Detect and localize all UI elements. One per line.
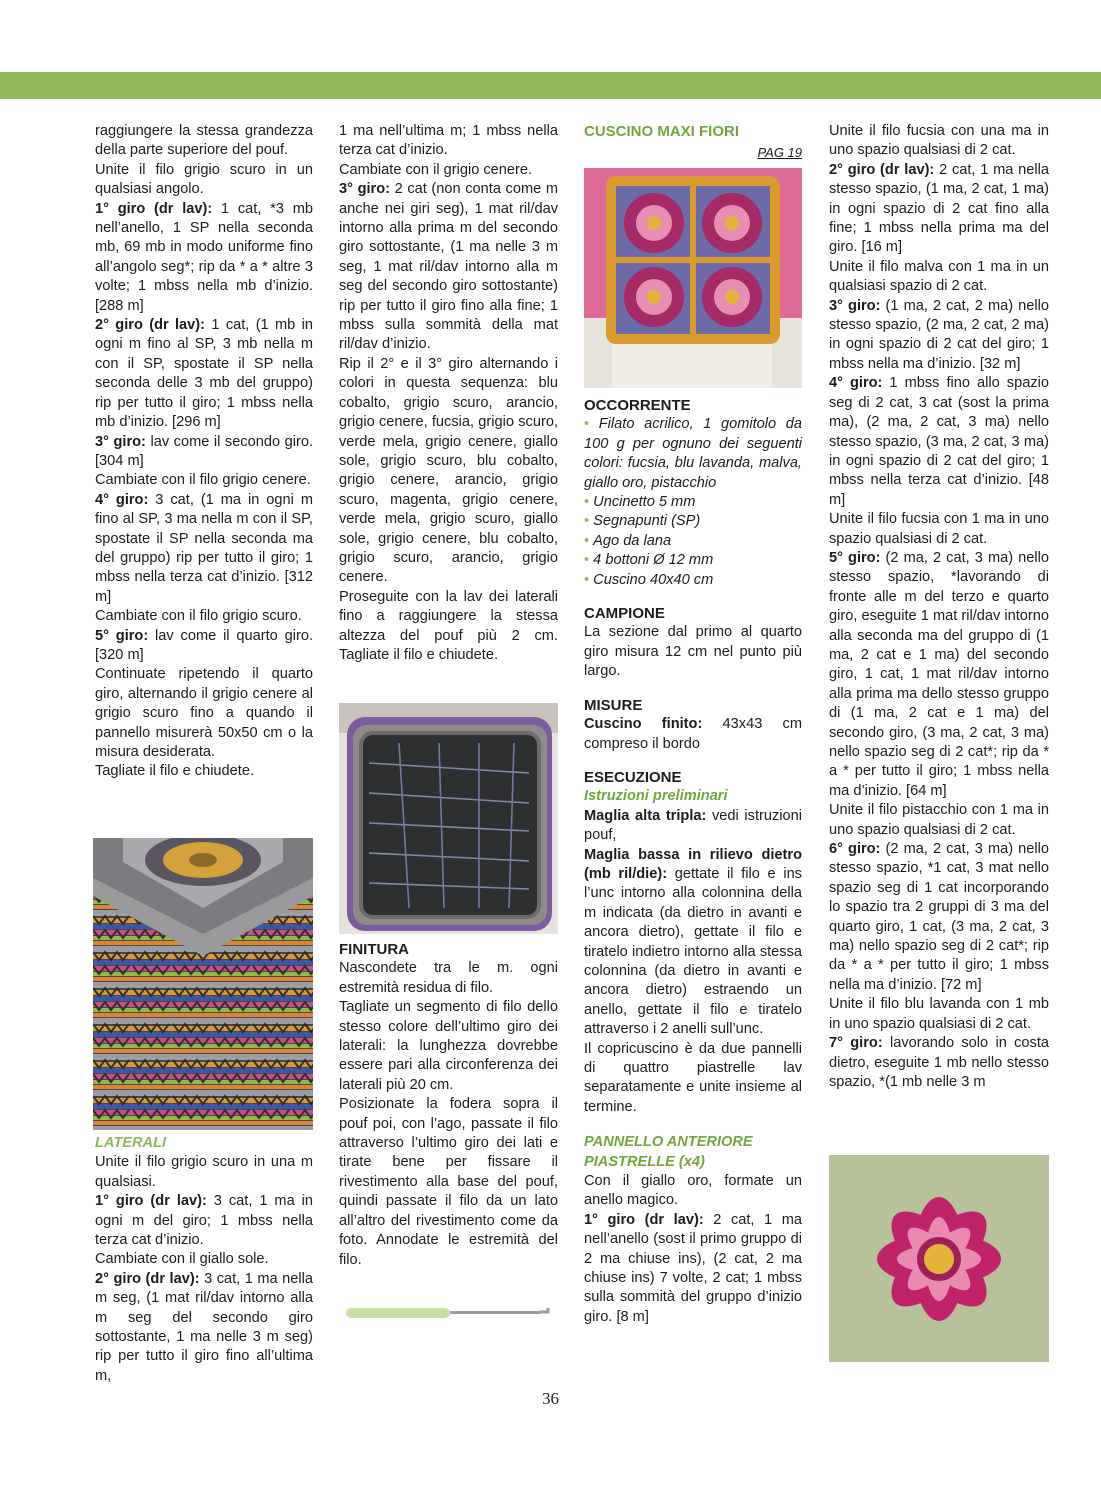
material-item: • 4 bottoni Ø 12 mm	[584, 551, 802, 570]
paragraph: Proseguite con la lav dei laterali fino a raggiungere la stessa altezza del pouf più 2 cm. Tagliate il filo e chiudete.	[339, 588, 558, 663]
round-3: 3° giro: lav come il secondo giro. [304 m]	[95, 433, 313, 469]
flower-closeup-photo	[829, 1155, 1049, 1362]
paragraph: Tagliate un segmento di filo dello stesso colore dell’ultimo giro dei laterali: la lunghezza dovrebbe essere pari alla circonferenza dei laterali più 20 cm.	[339, 999, 558, 1093]
paragraph: Unite il filo pistacchio con 1 ma in uno spazio qualsiasi di 2 cat.	[829, 802, 1049, 838]
round-4: 4° giro: 1 mbss fino allo spazio seg di 2 cat, 3 cat (sost la prima ma), (2 ma, 2 cat, 3 ma) nello stesso spazio, (3 ma, 2 cat, 3 ma) in ogni spazio di 2 cat del giro; 1 mbss nella terza cat d’inizio. [48 m]	[829, 375, 1049, 508]
round-1: 1° giro (dr lav): 2 cat, 1 ma nell’anello (sost il primo gruppo di 2 ma chiuse ins), (2 cat, 2 ma chiuse ins) 7 volte, 2 cat; 1 mbss sulla sommità del gruppo d’inizio giro. [8 m]	[584, 1211, 802, 1325]
crochet-hook-icon	[342, 1302, 554, 1324]
occorrente-heading: OCCORRENTE	[584, 397, 691, 414]
finitura-heading: FINITURA	[339, 941, 409, 958]
paragraph: raggiungere la stessa grandezza della parte superiore del pouf.	[95, 123, 313, 159]
paragraph: Cambiate con il giallo sole.	[95, 1251, 269, 1268]
laterali-round-2: 2° giro (dr lav): 3 cat, 1 ma nella m seg, (1 mat ril/dav intorno alla m seg del secondo giro sottostante, 1 ma nelle 3 m seg) rip per tutto il giro fino all’ultima m,	[95, 1270, 314, 1384]
column-3	[584, 396, 802, 1327]
cushion-photo	[584, 168, 802, 388]
paragraph: Unite il filo fucsia con 1 ma in uno spazio qualsiasi di 2 cat.	[829, 511, 1049, 547]
paragraph: Cambiate con il filo grigio cenere.	[95, 472, 311, 489]
round-4: 4° giro: 3 cat, (1 ma in ogni m fino al SP, 3 ma nella m con il SP, spostate il SP nella seconda ma del gruppo) rip per tutto il giro; 1 mbss nella terza cat d’inizio. [312 m]	[95, 491, 313, 605]
stitch-definition: Maglia alta tripla: vedi istruzioni pouf,	[584, 807, 802, 844]
paragraph: Cambiate con il grigio cenere.	[339, 161, 533, 178]
misure-heading: MISURE	[584, 696, 643, 714]
paragraph: Unite il filo fucsia con una ma in uno spazio qualsiasi di 2 cat.	[829, 123, 1049, 159]
top-color-bar	[0, 72, 1101, 99]
paragraph: Rip il 2° e il 3° giro alternando i colori in questa sequenza: blu cobalto, grigio scuro, arancio, grigio cenere, fucsia, grigio scuro, verde mela, grigio cenere, giallo sole, grigio scuro, blu cobalto, grigio cenere, arancio, grigio scuro, magenta, grigio cenere, verde mela, grigio scuro, giallo sole, grigio cenere, blu cobalto, grigio scuro, arancio, grigio cenere.	[339, 355, 558, 586]
paragraph: Il copricuscino è da due pannelli di quattro piastrelle lav separatamente e unite insieme al termine.	[584, 1040, 802, 1115]
column-2	[339, 122, 558, 665]
round-6: 6° giro: (2 ma, 2 cat, 3 ma) nello stesso spazio, *1 cat, 3 mat nello spazio seg di 1 cat incorporando lo spazio tra 2 gruppi di 3 ma del quarto giro, 1 cat, (3 ma, 2 cat, 3 ma) nello spazio seg di 2 cat*; rip da * a * per tutto il giro; 1 mbss nella ma d’inizio. [72 m]	[829, 841, 1049, 993]
paragraph: Nascondete tra le m. ogni estremità residua di filo.	[339, 960, 558, 996]
column-3-header	[584, 122, 802, 163]
pouf-top-illustration	[93, 838, 313, 1130]
pattern-title: CUSCINO MAXI FIORI	[584, 123, 740, 140]
paragraph: 1 ma nell’ultima m; 1 mbss nella terza cat d’inizio.	[339, 123, 558, 159]
round-7: 7° giro: lavorando solo in costa dietro, eseguite 1 mb nello stesso spazio, *(1 mb nelle 3 m	[829, 1035, 1050, 1090]
pouf-top-photo	[93, 838, 313, 1130]
laterali-round-1: 1° giro (dr lav): 3 cat, 1 ma in ogni m del giro; 1 mbss nella terza cat d’inizio.	[95, 1193, 313, 1249]
campione-heading: CAMPIONE	[584, 605, 665, 623]
paragraph: Unite il filo grigio scuro in una m qualsiasi.	[95, 1154, 313, 1190]
pouf-bottom-photo	[339, 703, 558, 934]
stitch-definition: Maglia bassa in rilievo dietro (mb ril/die): gettate il filo e ins l’unc intorno alla colonnina della m indicata (da dietro in avanti e ancora dietro), gettate il filo e tiratelo indietro intorno alla stessa colonnina (da dietro in avanti e ancora dietro) estraendo un anello, gettate il filo e tiratelo attraverso i 2 anelli sull’unc.	[584, 846, 802, 1038]
round-5: 5° giro: lav come il quarto giro. [320 m]	[95, 627, 313, 663]
material-item: • Filato acrilico, 1 gomitolo da 100 g per ognuno dei seguenti colori: fucsia, blu lavanda, malva, giallo oro, pistacchio	[584, 415, 802, 493]
istruzioni-subheading: Istruzioni preliminari	[584, 788, 728, 805]
laterali-section	[95, 1134, 313, 1386]
round-3: 3° giro: 2 cat (non conta come m anche nei giri seg), 1 mat ril/dav intorno alla prima m del secondo giro sottostante, (1 ma nelle 3 m seg, 1 mat ril/dav intorno alla m seg del secondo giro sottostante) rip per tutto il giro fino alla fine; 1 mbss sulla sommità della mat ril/dav d’inizio.	[339, 181, 558, 353]
laterali-heading: LATERALI	[95, 1135, 167, 1151]
material-item: • Ago da lana	[584, 532, 802, 551]
round-1: 1° giro (dr lav): 1 cat, *3 mb nell’anello, 1 SP nella seconda mb, 69 mb in modo uniforme fino all’angolo seg*; rip da * a * altre 3 volte; 1 mbss nella mb d’inizio. [288 m]	[95, 200, 313, 314]
paragraph: Cambiate con il filo grigio scuro.	[95, 608, 302, 625]
paragraph: Con il giallo oro, formate un anello magico.	[584, 1173, 802, 1209]
pannello-subheading: PANNELLO ANTERIORE PIASTRELLE (x4)	[584, 1134, 753, 1170]
pouf-bottom-illustration	[339, 703, 558, 934]
round-3: 3° giro: (1 ma, 2 cat, 2 ma) nello stesso spazio, (2 ma, 2 cat, 2 ma) in ogni spazio di 2 cat del giro; 1 mbss nella ma d’inizio. [32 m]	[829, 297, 1049, 372]
paragraph: Unite il filo malva con 1 ma in un qualsiasi spazio di 2 cat.	[829, 258, 1049, 295]
column-1	[95, 122, 313, 782]
material-item: • Cuscino 40x40 cm	[584, 571, 802, 590]
material-item: • Segnapunti (SP)	[584, 512, 802, 531]
round-2: 2° giro (dr lav): 2 cat, 1 ma nella stesso spazio, (1 ma, 2 cat, 1 ma) in ogni spazio di 2 cat fino alla fine; 1 mbss nella prima ma del giro. [16 m]	[829, 161, 1050, 256]
paragraph: Posizionate la fodera sopra il pouf poi, con l’ago, passate il filo attraverso l’ultimo giro dei lati e tirate bene per fissare il rivestimento alla base del pouf, quindi passate il filo da un lato all’altro del rivestimento come da foto. Annodate le estremità del filo.	[339, 1096, 558, 1268]
column-4	[829, 122, 1049, 1092]
material-item: • Uncinetto 5 mm	[584, 493, 802, 512]
flower-illustration	[829, 1155, 1049, 1362]
crochet-hook-photo	[342, 1302, 554, 1324]
round-5: 5° giro: (2 ma, 2 cat, 3 ma) nello stesso spazio, *lavorando di fronte alle m del terzo e quarto giro, eseguite 1 mat ril/dav intorno alla seconda ma del gruppo di (1 ma, 2 cat e 1 ma) del secondo giro, 1 cat, 1 mat ril/dav intorno alla prima ma dello stesso gruppo di (1 ma, 2 cat e 1 ma) del secondo giro, (3 ma, 2 cat, 3 ma) nello spazio seg di 2 cat*; rip da * a * per tutto il giro; 1 mbss nella ma d’inizio. [64 m]	[829, 549, 1049, 799]
paragraph: Continuate ripetendo il quarto giro, alternando il grigio cenere al grigio scuro fino a quando il pannello misurerà 50x50 cm o la misura desiderata.	[95, 666, 313, 760]
paragraph: Unite il filo blu lavanda con 1 mb in uno spazio qualsiasi di 2 cat.	[829, 996, 1049, 1032]
page-reference: PAG 19	[757, 145, 802, 161]
finitura-section	[339, 940, 558, 1270]
misure-text: Cuscino finito: 43x43 cm compreso il bordo	[584, 716, 802, 752]
paragraph: Unite il filo grigio scuro in un qualsiasi angolo.	[95, 161, 313, 198]
page-number: 36	[542, 1389, 559, 1408]
cushion-illustration	[584, 168, 802, 388]
paragraph: La sezione dal primo al quarto giro misura 12 cm nel punto più largo.	[584, 624, 802, 680]
paragraph: Tagliate il filo e chiudete.	[95, 763, 255, 780]
round-2: 2° giro (dr lav): 1 cat, (1 mb in ogni m fino al SP, 3 mb nella m con il SP, spostate il SP nella seconda delle 3 mb del gruppo) rip per tutto il giro; 1 mbss nella mb d’inizio. [296 m]	[95, 317, 313, 431]
esecuzione-heading: ESECUZIONE	[584, 768, 682, 786]
